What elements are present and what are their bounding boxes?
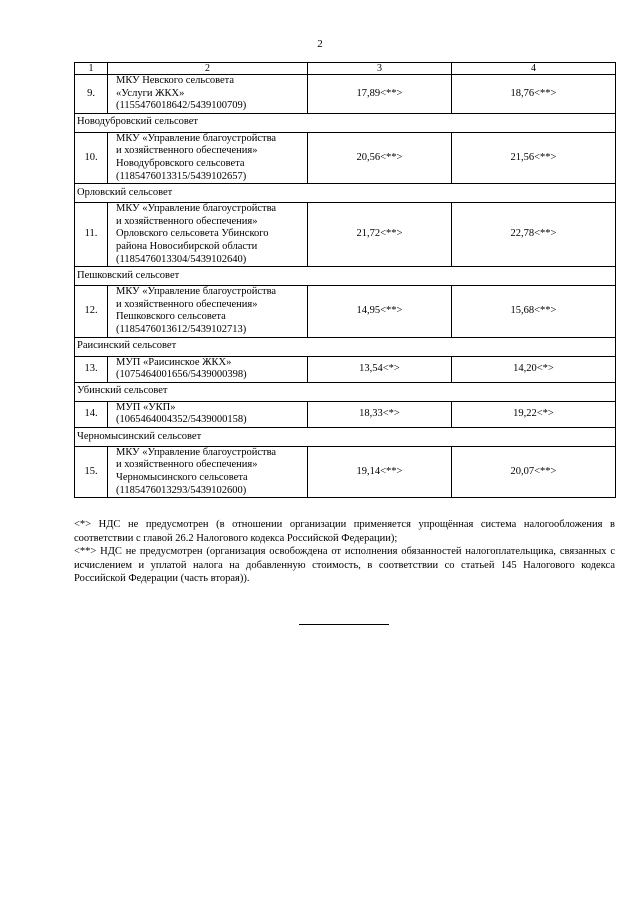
organization-cell [108,286,308,337]
organization-line: (1155476018642/5439100709) [116,100,247,112]
column-header-3: 3 [308,63,452,75]
section-row [75,382,616,401]
tariff-value-col4: 20,07<**> [452,446,616,497]
row-number: 11. [75,203,108,267]
organization-line: МУП «Раисинское ЖКХ» [116,356,232,368]
section-row [75,337,616,356]
row-number: 12. [75,286,108,337]
organization-line: (1075464001656/5439000398) [116,369,247,381]
section-row [75,427,616,446]
tariff-value-col4: 21,56<**> [452,132,616,183]
tariff-value-col3: 18,33<*> [308,401,452,427]
organization-line: МКУ «Управление благоустройства [116,203,277,215]
tariff-table [74,62,616,498]
organization-line: (1185476013315/5439102657) [116,170,247,182]
table-row [75,75,616,114]
row-number: 14. [75,401,108,427]
organization-cell [108,132,308,183]
organization-line: Пешковского сельсовета [116,311,226,323]
table-row [75,401,616,427]
tariff-value-col3: 19,14<**> [308,446,452,497]
organization-line: (1185476013293/5439102600) [116,484,247,496]
tariff-value-col3: 13,54<*> [308,356,452,382]
table-row [75,132,616,183]
section-row [75,267,616,286]
tariff-value-col3: 17,89<**> [308,75,452,114]
tariff-value-col4: 14,20<*> [452,356,616,382]
tariff-value-col4: 18,76<**> [452,75,616,114]
organization-line: (1065464004352/5439000158) [116,414,247,426]
row-number: 10. [75,132,108,183]
tariff-value-col3: 20,56<**> [308,132,452,183]
tariff-value-col3: 14,95<**> [308,286,452,337]
organization-line: МКУ «Управление благоустройства [116,132,277,144]
footnote-single-star: <*> НДС не предусмотрен (в отношении организации применяется упрощённая система налогообложения в соответствии с главой 26.2 Налогового кодекса Российской Федерации); [74,519,615,544]
organization-line: района Новосибирской области [116,240,258,252]
organization-line: и хозяйственного обеспечения» [116,459,258,471]
table-row [75,286,616,337]
table-row [75,356,616,382]
organization-cell [108,75,308,114]
section-title: Черномысинский сельсовет [75,427,616,446]
organization-line: (1185476013304/5439102640) [116,253,247,265]
organization-line: МУП «УКП» [116,401,176,413]
section-row [75,113,616,132]
closing-rule [299,624,389,625]
organization-cell [108,446,308,497]
page-number: 2 [317,38,323,50]
tariff-value-col4: 15,68<**> [452,286,616,337]
tariff-value-col4: 19,22<*> [452,401,616,427]
organization-line: МКУ «Управление благоустройства [116,446,277,458]
organization-cell [108,401,308,427]
organization-line: (1185476013612/5439102713) [116,323,247,335]
row-number: 15. [75,446,108,497]
organization-line: Черномысинского сельсовета [116,472,248,484]
tariff-value-col3: 21,72<**> [308,203,452,267]
table-row [75,446,616,497]
organization-cell [108,356,308,382]
organization-line: МКУ Невского сельсовета [116,75,235,86]
section-title: Убинский сельсовет [75,382,616,401]
row-number: 13. [75,356,108,382]
tariff-value-col4: 22,78<**> [452,203,616,267]
organization-line: и хозяйственного обеспечения» [116,298,258,310]
column-header-2: 2 [108,63,308,75]
organization-line: «Услуги ЖКХ» [116,87,185,99]
table-body [75,63,616,498]
organization-line: Новодубровского сельсовета [116,157,245,169]
row-number: 9. [75,75,108,114]
footnotes [74,518,615,586]
organization-line: Орловского сельсовета Убинского [116,228,269,240]
section-title: Новодубровский сельсовет [75,113,616,132]
organization-cell [108,203,308,267]
section-title: Орловский сельсовет [75,184,616,203]
section-title: Пешковский сельсовет [75,267,616,286]
table-row [75,203,616,267]
organization-line: и хозяйственного обеспечения» [116,145,258,157]
column-header-4: 4 [452,63,616,75]
column-header-1: 1 [75,63,108,75]
organization-line: и хозяйственного обеспечения» [116,215,258,227]
section-title: Раисинский сельсовет [75,337,616,356]
table-header-row [75,63,616,75]
section-row [75,184,616,203]
footnote-double-star: <**> НДС не предусмотрен (организация освобождена от исполнения обязанностей налогоплательщика, связанных с исчислением и уплатой налога на добавленную стоимость, в соответствии со статьей 145 Налогового кодекса Российской Федерации (часть вторая)). [74,546,615,584]
organization-line: МКУ «Управление благоустройства [116,286,277,298]
